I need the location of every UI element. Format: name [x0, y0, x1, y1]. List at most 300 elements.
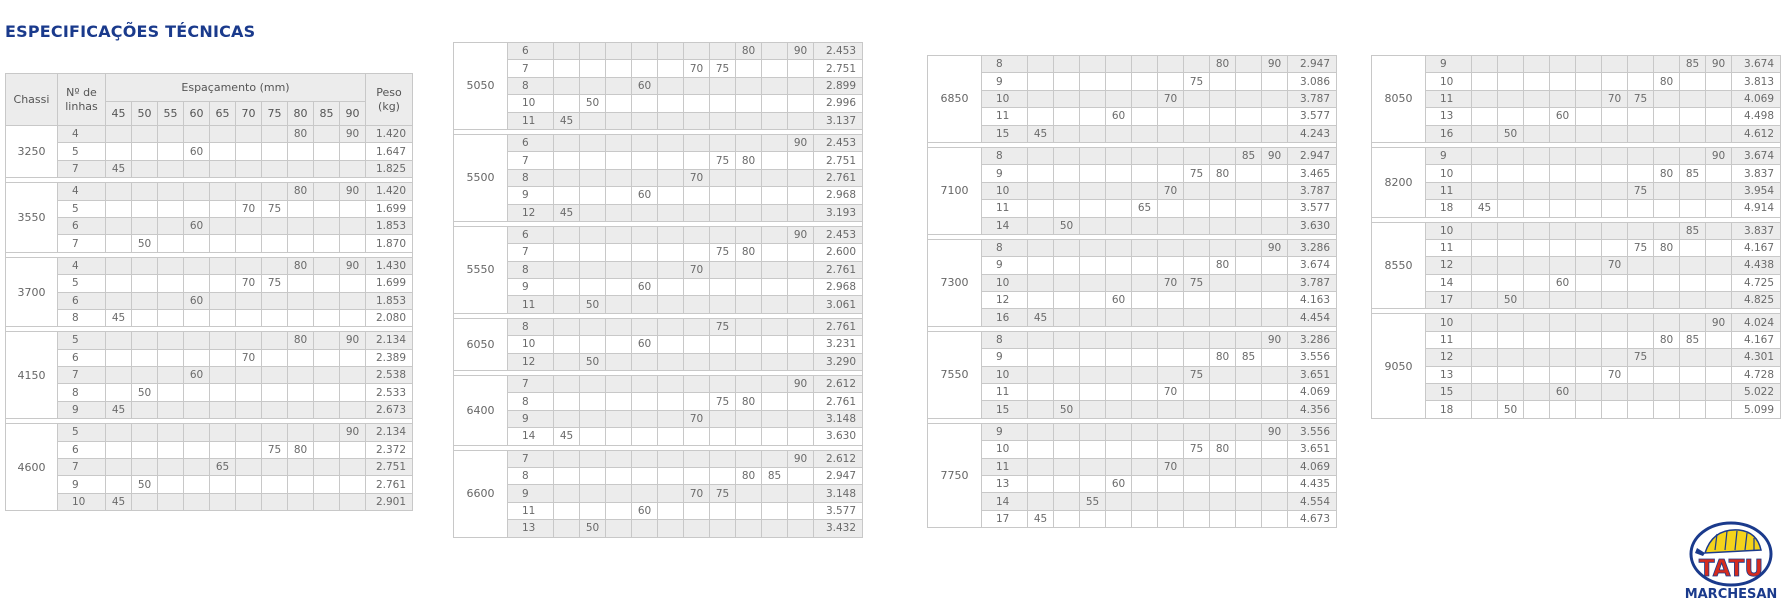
spacing-cell: 80 [288, 126, 314, 143]
spacing-cell [684, 520, 710, 537]
spacing-cell [1472, 366, 1498, 383]
spacing-cell [1576, 292, 1602, 309]
spacing-cell: 90 [1706, 147, 1732, 164]
spacing-cell: 75 [1184, 366, 1210, 383]
spacing-cell [262, 309, 288, 326]
spacing-cell [554, 485, 580, 502]
spacing-cell [1654, 257, 1680, 274]
linhas-cell: 10 [508, 336, 554, 353]
peso-cell: 3.556 [1288, 349, 1337, 366]
spacing-cell [132, 441, 158, 458]
spacing-cell [1628, 292, 1654, 309]
spacing-cell [1054, 423, 1080, 440]
spacing-cell [132, 275, 158, 292]
spacing-cell [658, 77, 684, 94]
spacing-cell: 85 [1236, 349, 1262, 366]
table-row [6, 275, 413, 292]
spacing-cell [132, 257, 158, 274]
spacing-cell [1158, 349, 1184, 366]
spacing-cell [1262, 441, 1288, 458]
spacing-cell [658, 318, 684, 335]
spacing-cell [1236, 239, 1262, 256]
spacing-cell [184, 160, 210, 177]
spacing-cell [1080, 73, 1106, 90]
linhas-cell: 5 [58, 275, 106, 292]
spacing-cell [606, 261, 632, 278]
spacing-cell [580, 187, 606, 204]
spacing-cell [1106, 401, 1132, 418]
spacing-cell [736, 112, 762, 129]
header-peso: Peso (kg) [366, 74, 413, 126]
spacing-cell [288, 367, 314, 384]
spacing-cell [710, 502, 736, 519]
spacing-cell [1654, 384, 1680, 401]
spacing-cell: 60 [632, 77, 658, 94]
spacing-cell [1706, 125, 1732, 142]
spacing-cell [1184, 56, 1210, 73]
spacing-cell [1602, 147, 1628, 164]
spacing-cell [1628, 401, 1654, 418]
spacing-cell [288, 235, 314, 252]
spacing-cell [262, 235, 288, 252]
page-title: ESPECIFICAÇÕES TÉCNICAS [5, 22, 256, 41]
header-spacing: 50 [132, 102, 158, 126]
spacing-cell [1158, 56, 1184, 73]
spacing-cell [1262, 165, 1288, 182]
spacing-cell [1576, 125, 1602, 142]
chassi-cell: 5550 [454, 226, 508, 313]
spacing-cell: 50 [1054, 401, 1080, 418]
peso-cell: 3.290 [814, 353, 863, 370]
spacing-cell: 70 [236, 349, 262, 366]
spacing-cell: 50 [1498, 292, 1524, 309]
spacing-cell [606, 204, 632, 221]
spacing-cell: 80 [1654, 239, 1680, 256]
spacing-cell [632, 261, 658, 278]
spacing-cell: 80 [1654, 331, 1680, 348]
spacing-cell [210, 183, 236, 200]
spacing-cell [1576, 274, 1602, 291]
table-row [6, 160, 413, 177]
spacing-cell [1472, 90, 1498, 107]
table-row [454, 43, 863, 60]
spacing-cell: 45 [106, 401, 132, 418]
peso-cell: 3.148 [814, 485, 863, 502]
spacing-cell [184, 200, 210, 217]
spacing-cell: 90 [1262, 239, 1288, 256]
spacing-cell [236, 183, 262, 200]
peso-cell: 2.751 [814, 152, 863, 169]
spacing-cell [1080, 441, 1106, 458]
spacing-cell [1028, 165, 1054, 182]
spacing-cell [736, 187, 762, 204]
linhas-cell: 4 [58, 257, 106, 274]
spacing-cell [1106, 458, 1132, 475]
spacing-cell [658, 410, 684, 427]
spacing-cell: 90 [788, 376, 814, 393]
spacing-cell [1524, 239, 1550, 256]
spacing-cell [1498, 147, 1524, 164]
spacing-cell [736, 428, 762, 445]
spacing-cell: 60 [184, 217, 210, 234]
spacing-cell [554, 376, 580, 393]
spacing-cell [236, 143, 262, 160]
linhas-cell: 11 [508, 502, 554, 519]
spacing-cell [1680, 314, 1706, 331]
spacing-cell [554, 502, 580, 519]
spacing-cell [1602, 384, 1628, 401]
spacing-cell [580, 134, 606, 151]
spacing-cell [736, 485, 762, 502]
spacing-cell: 50 [1054, 217, 1080, 234]
spacing-cell [1262, 493, 1288, 510]
linhas-cell: 9 [982, 165, 1028, 182]
spacing-cell [762, 204, 788, 221]
spacing-cell [1132, 165, 1158, 182]
spacing-cell [1472, 331, 1498, 348]
spacing-cell [1184, 217, 1210, 234]
table-row [6, 309, 413, 326]
spacing-cell [1524, 147, 1550, 164]
spacing-cell: 90 [1262, 147, 1288, 164]
spacing-cell [262, 332, 288, 349]
spacing-cell: 80 [1654, 73, 1680, 90]
spacing-cell [580, 336, 606, 353]
spacing-cell [554, 244, 580, 261]
table-row [1372, 384, 1781, 401]
table-row [6, 183, 413, 200]
spacing-cell [1524, 274, 1550, 291]
logo-wordmark: TATU [1698, 556, 1764, 582]
chassi-cell: 3550 [6, 183, 58, 253]
spacing-cell [762, 393, 788, 410]
spacing-cell [788, 502, 814, 519]
peso-cell: 3.787 [1288, 182, 1337, 199]
header-spacing: 65 [210, 102, 236, 126]
spacing-cell [1184, 108, 1210, 125]
spacing-cell: 75 [1628, 182, 1654, 199]
spacing-cell [1524, 108, 1550, 125]
spacing-cell [1080, 165, 1106, 182]
linhas-cell: 7 [58, 367, 106, 384]
spacing-cell [106, 384, 132, 401]
spacing-cell [684, 428, 710, 445]
spacing-cell [1602, 108, 1628, 125]
spacing-cell [1550, 292, 1576, 309]
peso-cell: 2.372 [366, 441, 413, 458]
peso-cell: 2.761 [814, 169, 863, 186]
spacing-cell: 60 [1550, 274, 1576, 291]
spec-table-3 [927, 55, 1337, 528]
spacing-cell [158, 235, 184, 252]
spacing-cell [314, 235, 340, 252]
spacing-cell: 60 [1106, 108, 1132, 125]
spacing-cell [1236, 366, 1262, 383]
spacing-cell [1106, 366, 1132, 383]
spacing-cell [1262, 73, 1288, 90]
linhas-cell: 10 [1426, 73, 1472, 90]
spacing-cell [1106, 165, 1132, 182]
spacing-cell [210, 441, 236, 458]
spacing-cell [1184, 349, 1210, 366]
spacing-cell [1654, 200, 1680, 217]
linhas-cell: 8 [508, 77, 554, 94]
spacing-cell [1550, 200, 1576, 217]
spacing-cell [1236, 125, 1262, 142]
spacing-cell [606, 77, 632, 94]
spacing-cell [1132, 441, 1158, 458]
spacing-cell [1028, 331, 1054, 348]
spacing-cell: 75 [1628, 349, 1654, 366]
spacing-cell [1524, 90, 1550, 107]
spacing-cell [1028, 147, 1054, 164]
spacing-cell [158, 217, 184, 234]
spacing-cell [1080, 90, 1106, 107]
spacing-cell [1576, 331, 1602, 348]
spacing-cell [210, 349, 236, 366]
spacing-cell [314, 441, 340, 458]
spacing-cell [262, 143, 288, 160]
table-row [6, 476, 413, 493]
spacing-cell [788, 393, 814, 410]
spacing-cell [158, 126, 184, 143]
spacing-cell: 50 [580, 520, 606, 537]
spacing-cell: 60 [184, 367, 210, 384]
spacing-cell [658, 279, 684, 296]
spacing-cell [632, 95, 658, 112]
peso-cell: 4.024 [1732, 314, 1781, 331]
spacing-cell: 75 [710, 485, 736, 502]
spacing-cell [684, 450, 710, 467]
spacing-cell [1210, 510, 1236, 527]
spacing-cell [1210, 239, 1236, 256]
spacing-cell: 50 [580, 296, 606, 313]
chassi-cell: 4150 [6, 332, 58, 419]
peso-cell: 3.577 [814, 502, 863, 519]
spacing-cell [1236, 182, 1262, 199]
spacing-cell [314, 309, 340, 326]
spacing-cell [762, 376, 788, 393]
spacing-cell [1262, 125, 1288, 142]
table-row [454, 450, 863, 467]
linhas-cell: 13 [982, 475, 1028, 492]
spacing-cell [340, 441, 366, 458]
spacing-cell [1628, 165, 1654, 182]
spacing-cell: 80 [1210, 349, 1236, 366]
spacing-cell [684, 279, 710, 296]
linhas-cell: 12 [982, 292, 1028, 309]
spacing-cell [736, 410, 762, 427]
spacing-cell [1132, 90, 1158, 107]
spacing-cell [340, 367, 366, 384]
table-row [454, 112, 863, 129]
spacing-cell [736, 502, 762, 519]
spacing-cell [788, 244, 814, 261]
linhas-cell: 9 [58, 401, 106, 418]
spacing-cell [632, 204, 658, 221]
spacing-cell [1132, 147, 1158, 164]
spacing-cell [1472, 384, 1498, 401]
spacing-cell [1706, 257, 1732, 274]
spacing-cell [762, 169, 788, 186]
spacing-cell [580, 318, 606, 335]
spacing-cell [1706, 274, 1732, 291]
spacing-cell [606, 450, 632, 467]
peso-cell: 2.134 [366, 332, 413, 349]
peso-cell: 2.899 [814, 77, 863, 94]
spacing-cell [1210, 125, 1236, 142]
peso-cell: 4.069 [1732, 90, 1781, 107]
spacing-cell [762, 77, 788, 94]
peso-cell: 3.651 [1288, 441, 1337, 458]
peso-cell: 3.674 [1732, 56, 1781, 73]
spacing-cell: 45 [554, 428, 580, 445]
spacing-cell [580, 112, 606, 129]
spacing-cell [158, 367, 184, 384]
linhas-cell: 5 [58, 424, 106, 441]
spacing-cell [554, 261, 580, 278]
linhas-cell: 11 [1426, 239, 1472, 256]
spacing-cell [184, 401, 210, 418]
spacing-cell: 70 [684, 485, 710, 502]
spacing-cell [554, 353, 580, 370]
spacing-cell [1054, 182, 1080, 199]
peso-cell: 4.167 [1732, 239, 1781, 256]
spacing-cell [1236, 90, 1262, 107]
spacing-cell [632, 43, 658, 60]
spacing-cell [658, 261, 684, 278]
spacing-cell [580, 261, 606, 278]
spacing-cell [1132, 182, 1158, 199]
linhas-cell: 11 [508, 296, 554, 313]
spacing-cell [1524, 56, 1550, 73]
linhas-cell: 8 [982, 331, 1028, 348]
linhas-cell: 18 [1426, 401, 1472, 418]
spacing-cell: 60 [184, 143, 210, 160]
spacing-cell [1184, 475, 1210, 492]
spacing-cell [632, 410, 658, 427]
linhas-cell: 7 [508, 244, 554, 261]
spacing-cell [788, 353, 814, 370]
spacing-cell [236, 257, 262, 274]
spacing-cell [1080, 475, 1106, 492]
spacing-cell [1106, 200, 1132, 217]
spacing-cell [1054, 200, 1080, 217]
linhas-cell: 11 [508, 112, 554, 129]
spacing-cell [1498, 165, 1524, 182]
spacing-cell [658, 95, 684, 112]
linhas-cell: 8 [508, 169, 554, 186]
peso-cell: 1.420 [366, 183, 413, 200]
peso-cell: 3.432 [814, 520, 863, 537]
spacing-cell [1706, 331, 1732, 348]
linhas-cell: 10 [982, 274, 1028, 291]
spacing-cell: 90 [1706, 314, 1732, 331]
spacing-cell: 70 [684, 60, 710, 77]
spacing-cell [632, 152, 658, 169]
spacing-cell [1210, 384, 1236, 401]
spacing-cell [1472, 125, 1498, 142]
peso-cell: 3.954 [1732, 182, 1781, 199]
spacing-cell [1498, 349, 1524, 366]
peso-cell: 1.870 [366, 235, 413, 252]
chassi-cell: 6050 [454, 318, 508, 370]
table-row [454, 244, 863, 261]
spacing-cell [1132, 217, 1158, 234]
spacing-cell [1654, 292, 1680, 309]
header-espacamento: Espaçamento (mm) [106, 74, 366, 102]
spacing-cell [1498, 182, 1524, 199]
spacing-cell [580, 169, 606, 186]
spacing-cell: 45 [1028, 309, 1054, 326]
spacing-cell: 90 [1706, 56, 1732, 73]
peso-cell: 5.099 [1732, 401, 1781, 418]
spacing-cell [184, 476, 210, 493]
spacing-cell [106, 332, 132, 349]
spacing-cell [1210, 147, 1236, 164]
spacing-cell [1524, 182, 1550, 199]
spacing-cell [1158, 125, 1184, 142]
spacing-cell [1184, 147, 1210, 164]
spacing-cell [606, 95, 632, 112]
spacing-cell: 75 [262, 441, 288, 458]
spacing-cell [1028, 108, 1054, 125]
chassi-cell: 6850 [928, 56, 982, 143]
spacing-cell [106, 183, 132, 200]
spacing-cell [788, 410, 814, 427]
spacing-cell [1080, 125, 1106, 142]
spacing-cell [554, 60, 580, 77]
peso-cell: 2.080 [366, 309, 413, 326]
spacing-cell [554, 169, 580, 186]
linhas-cell: 8 [508, 393, 554, 410]
logo-subtext: MARCHESAN [1684, 587, 1778, 602]
spacing-cell [1706, 239, 1732, 256]
spacing-cell [762, 485, 788, 502]
spacing-cell [314, 384, 340, 401]
spacing-cell: 75 [710, 152, 736, 169]
spacing-cell [632, 393, 658, 410]
spacing-cell [580, 502, 606, 519]
table-row [928, 108, 1337, 125]
spacing-cell [606, 410, 632, 427]
spacing-cell [106, 275, 132, 292]
spacing-cell [1262, 217, 1288, 234]
spacing-cell [1262, 366, 1288, 383]
spacing-cell [132, 126, 158, 143]
spacing-cell [632, 244, 658, 261]
spacing-cell [1210, 309, 1236, 326]
spacing-cell [1706, 200, 1732, 217]
spacing-cell [1262, 90, 1288, 107]
spacing-cell [1602, 200, 1628, 217]
spacing-cell [710, 95, 736, 112]
spacing-cell [1706, 384, 1732, 401]
spacing-cell [1550, 314, 1576, 331]
table-row [928, 292, 1337, 309]
spacing-cell [1236, 165, 1262, 182]
chassi-cell: 7550 [928, 331, 982, 418]
spacing-cell [106, 217, 132, 234]
spacing-cell [1498, 366, 1524, 383]
spacing-cell [314, 200, 340, 217]
table-row [6, 292, 413, 309]
spacing-cell [340, 200, 366, 217]
spacing-cell [1262, 349, 1288, 366]
spacing-cell [314, 275, 340, 292]
spacing-cell [1158, 331, 1184, 348]
spacing-cell [1654, 366, 1680, 383]
